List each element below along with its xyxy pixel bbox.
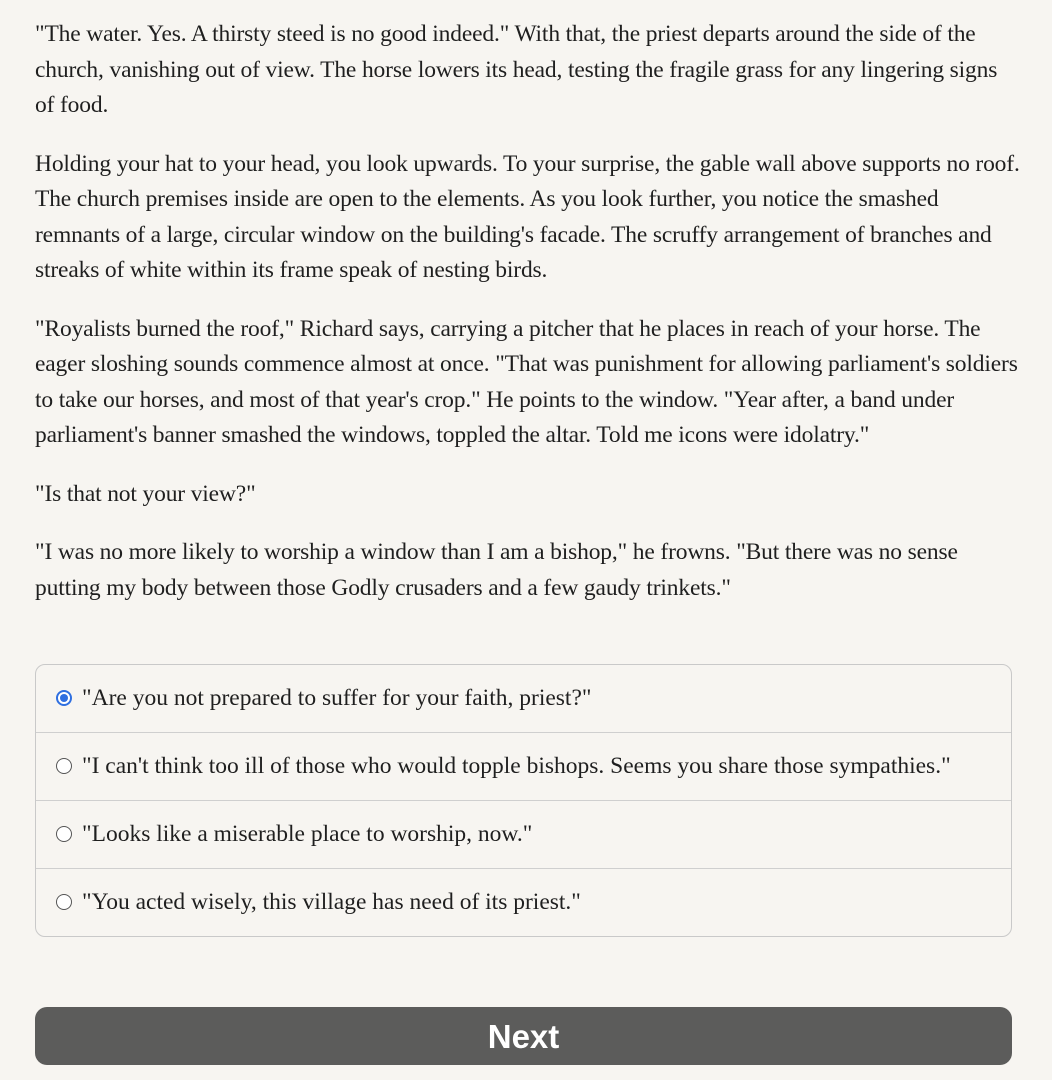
choice-option-3[interactable] <box>36 800 1011 868</box>
choice-list <box>35 664 1012 937</box>
choice-label: "Are you not prepared to suffer for your faith, priest?" <box>82 685 592 711</box>
story-paragraph: "Is that not your view?" <box>35 480 256 507</box>
choice-label: "You acted wisely, this village has need of its priest." <box>82 889 581 915</box>
story-paragraph: "Royalists burned the roof," Richard says, carrying a pitcher that he places in reach of your horse. The eager sloshing sounds commence almost at once. "That was punishment for allowing parliament's soldiers to take our horses, and most of that year's crop." He points to the window. "Year after, a band under parliament's banner smashed the windows, toppled the altar. Told me icons were idolatry." <box>35 315 1018 448</box>
radio-unselected-icon[interactable] <box>56 758 72 774</box>
radio-unselected-icon[interactable] <box>56 826 72 842</box>
story-paragraph: Holding your hat to your head, you look upwards. To your surprise, the gable wall above supports no roof. The church premises inside are open to the elements. As you look further, you notice the smashed remnants of a large, circular window on the building's facade. The scruffy arrangement of branches and streaks of white within its frame speak of nesting birds. <box>35 150 1020 283</box>
choice-option-1[interactable] <box>36 665 1011 732</box>
choice-label: "Looks like a miserable place to worship, now." <box>82 821 533 847</box>
story-paragraph: "I was no more likely to worship a window than I am a bishop," he frowns. "But there was no sense putting my body between those Godly crusaders and a few gaudy trinkets." <box>35 539 958 601</box>
story-text <box>35 17 1020 629</box>
radio-selected-icon[interactable] <box>56 690 72 706</box>
choice-label: "I can't think too ill of those who would topple bishops. Seems you share those sympathies." <box>82 753 951 779</box>
radio-unselected-icon[interactable] <box>56 894 72 910</box>
choice-option-4[interactable] <box>36 868 1011 936</box>
story-paragraph: "The water. Yes. A thirsty steed is no good indeed." With that, the priest departs around the side of the church, vanishing out of view. The horse lowers its head, testing the fragile grass for any lingering signs of food. <box>35 21 998 118</box>
next-button[interactable]: Next <box>35 1007 1012 1065</box>
choice-option-2[interactable] <box>36 732 1011 800</box>
